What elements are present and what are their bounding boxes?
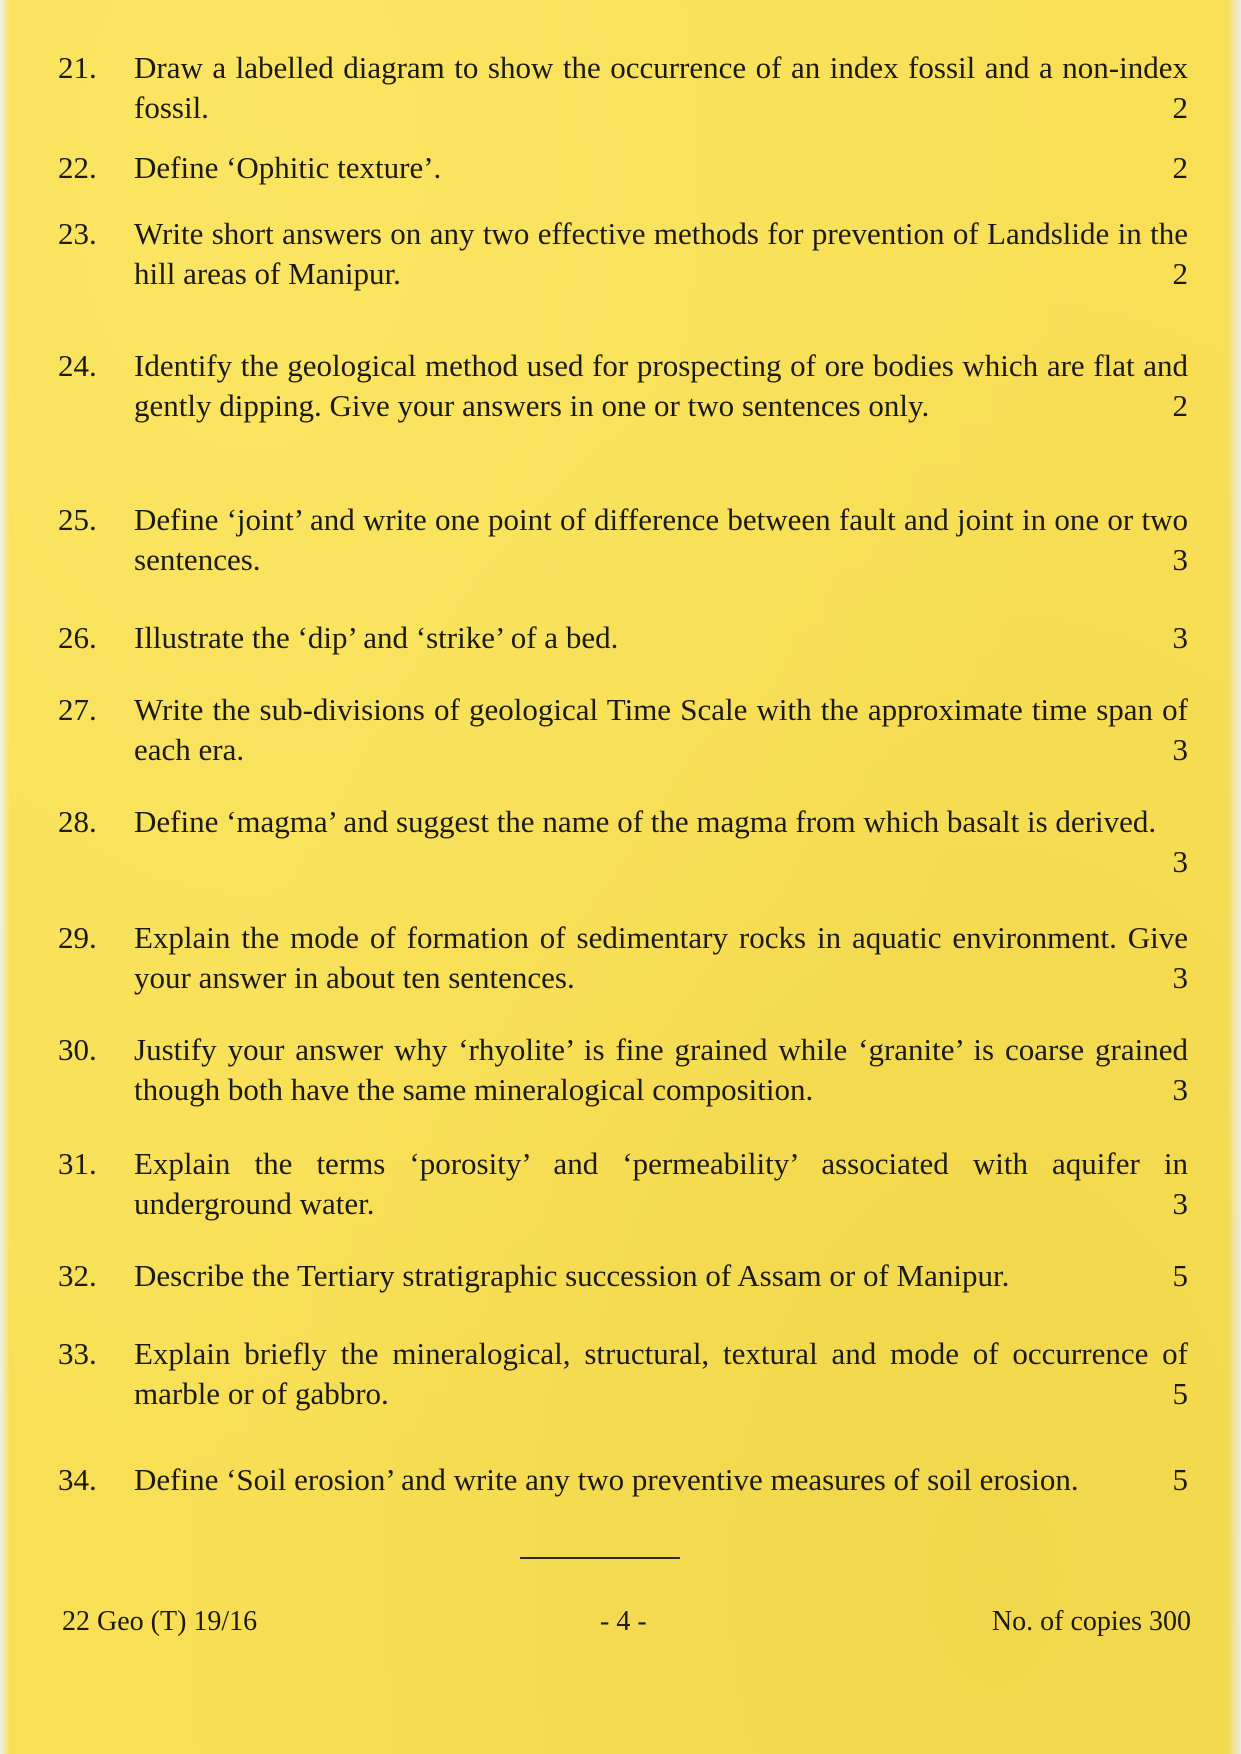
question-marks: 3 [1172,1186,1188,1221]
question-text: Write the sub-divisions of geological Time Scale with the approximate time span of each era. [134,692,1188,767]
question-number: 27. [58,692,97,727]
question-text: Define ‘magma’ and suggest the name of the magma from which basalt is derived. [134,804,1157,839]
question-text: Illustrate the ‘dip’ and ‘strike’ of a bed. [134,620,619,655]
question-text: Identify the geological method used for prospecting of ore bodies which are flat and gently dipping. Give your answers in one or two sentences only. [134,348,1188,423]
question-number: 33. [58,1336,97,1371]
question-text: Explain the mode of formation of sedimentary rocks in aquatic environment. Give your answer in about ten sentences. [134,920,1188,995]
question-number: 26. [58,620,97,655]
question-text: Define ‘joint’ and write one point of difference between fault and joint in one or two sentences. [134,502,1188,577]
question-item [58,1334,1188,1414]
paper-code: 22 Geo (T) 19/16 [62,1606,258,1637]
question-number: 23. [58,216,97,251]
question-item [58,802,1188,882]
question-text: Explain briefly the mineralogical, structural, textural and mode of occurrence of marble or of gabbro. [134,1336,1188,1411]
question-marks: 3 [1172,844,1188,879]
question-item [58,690,1188,770]
question-text: Explain the terms ‘porosity’ and ‘permeability’ associated with aquifer in underground water. [134,1146,1188,1221]
question-number: 24. [58,348,97,383]
question-number: 29. [58,920,97,955]
question-number: 30. [58,1032,97,1067]
question-number: 31. [58,1146,97,1181]
question-item [58,918,1188,998]
copies-count: No. of copies 300 [991,1606,1191,1637]
question-marks: 2 [1172,388,1188,423]
question-marks: 5 [1172,1376,1188,1411]
question-item [58,1460,1188,1500]
end-rule [520,1557,680,1559]
question-number: 34. [58,1462,97,1497]
question-text: Justify your answer why ‘rhyolite’ is fine grained while ‘granite’ is coarse grained though both have the same mineralogical composition. [134,1032,1188,1107]
question-text: Define ‘Soil erosion’ and write any two preventive measures of soil erosion. [134,1462,1079,1497]
question-text: Write short answers on any two effective methods for prevention of Landslide in the hill areas of Manipur. [134,216,1188,291]
question-item [58,214,1188,294]
question-item [58,1144,1188,1224]
question-marks: 2 [1172,90,1188,125]
question-text: Define ‘Ophitic texture’. [134,150,442,185]
question-marks: 5 [1172,1258,1188,1293]
question-marks: 3 [1172,620,1188,655]
question-marks: 3 [1172,732,1188,767]
question-marks: 3 [1172,1072,1188,1107]
question-marks: 3 [1172,542,1188,577]
question-marks: 2 [1172,150,1188,185]
question-item [58,1256,1188,1296]
question-number: 25. [58,502,97,537]
question-item [58,148,1188,188]
question-number: 32. [58,1258,97,1293]
question-item [58,1030,1188,1110]
question-number: 28. [58,804,97,839]
question-text: Draw a labelled diagram to show the occurrence of an index fossil and a non-index fossil. [134,50,1188,125]
question-item [58,48,1188,128]
question-marks: 5 [1172,1462,1188,1497]
question-item [58,500,1188,580]
question-number: 21. [58,50,97,85]
question-item [58,618,1188,658]
question-number: 22. [58,150,97,185]
question-marks: 3 [1172,960,1188,995]
page-number: - 4 - [600,1606,647,1637]
question-text: Describe the Tertiary stratigraphic succession of Assam or of Manipur. [134,1258,1010,1293]
question-item [58,346,1188,426]
question-marks: 2 [1172,256,1188,291]
